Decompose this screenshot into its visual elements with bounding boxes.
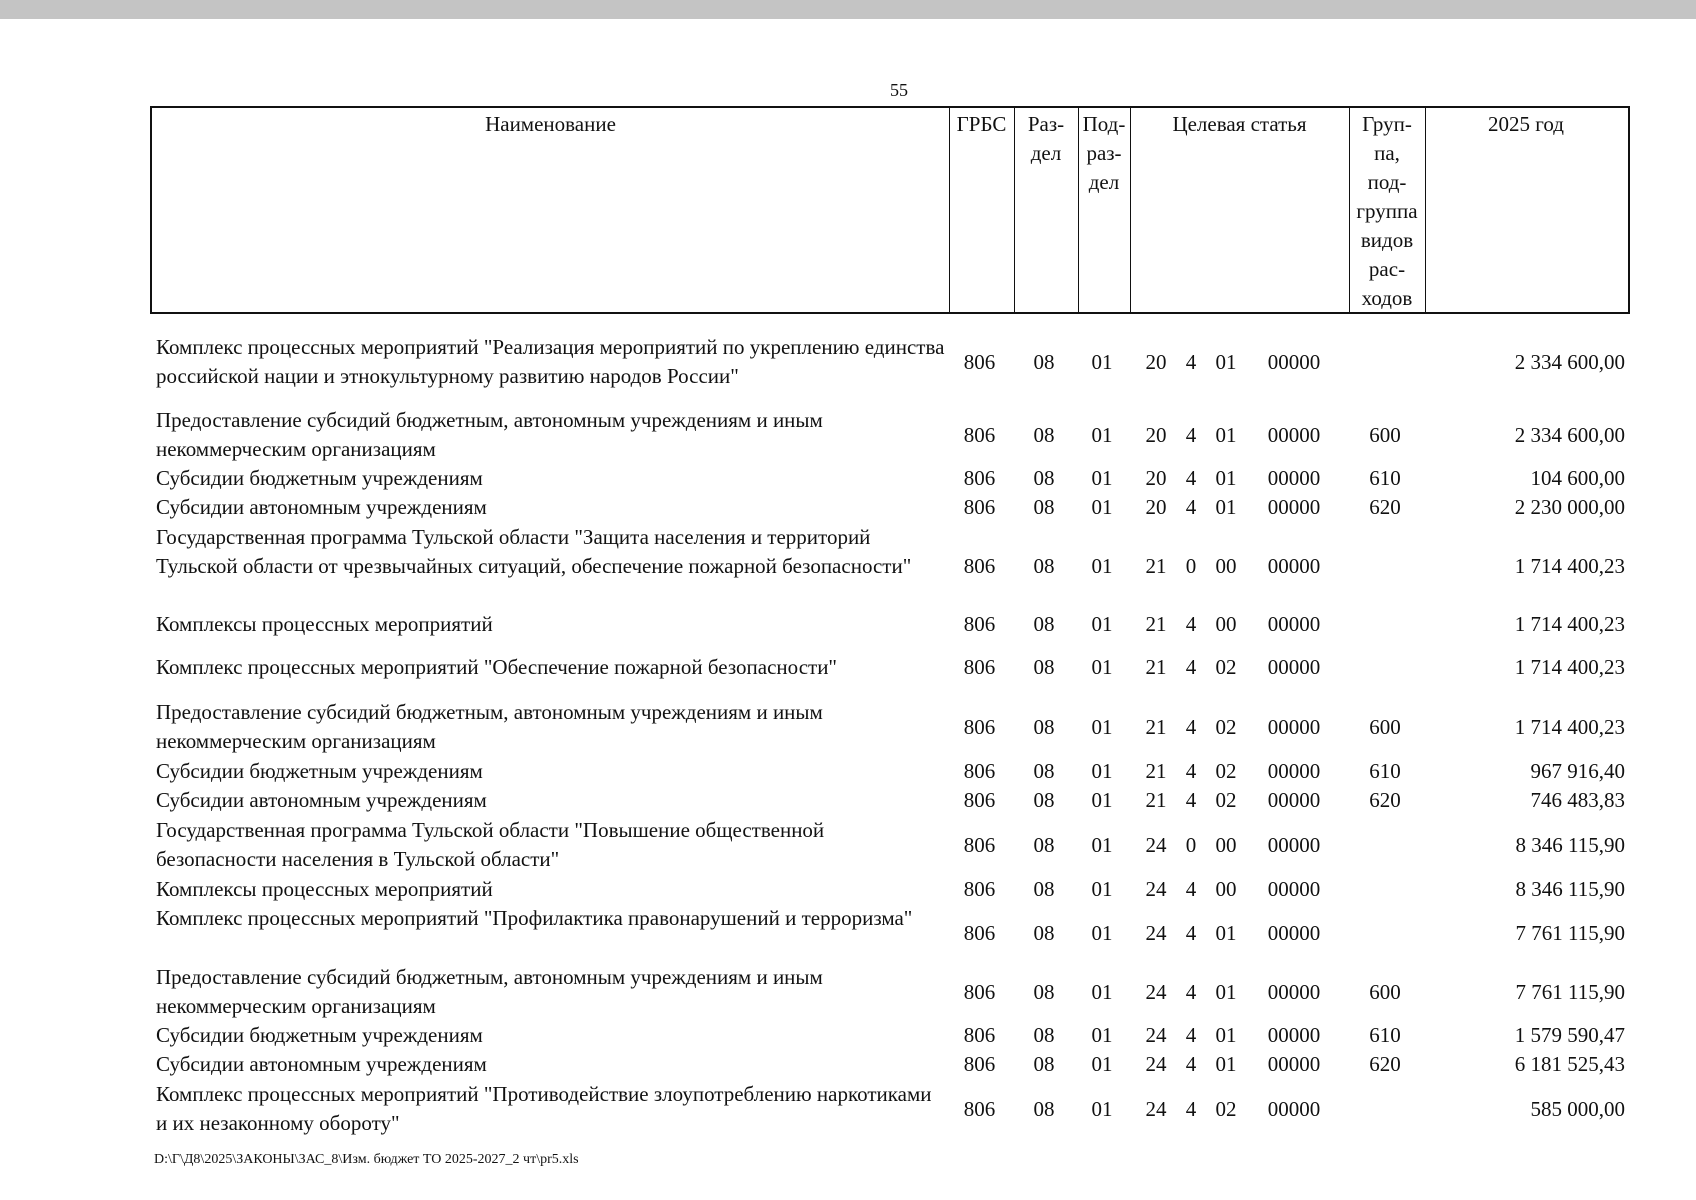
cell-grbs: 806 <box>963 788 996 812</box>
cell-grbs: 806 <box>963 495 996 519</box>
cell-razdel: 08 <box>1033 714 1055 739</box>
cell-grbs: 806 <box>963 714 996 739</box>
cell-target-direction: 00000 <box>1267 832 1321 857</box>
cell-podrazdel: 01 <box>1091 612 1113 636</box>
table-header <box>150 106 1630 314</box>
cell-target-program: 24 <box>1145 877 1167 901</box>
cell-grbs: 806 <box>963 979 996 1004</box>
table-row <box>150 464 1630 493</box>
cell-target-program: 20 <box>1145 349 1167 374</box>
cell-razdel: 08 <box>1033 349 1055 374</box>
cell-podrazdel: 01 <box>1091 554 1113 578</box>
cell-amount: 1 714 400,23 <box>1514 554 1625 578</box>
header-target-article: Целевая статья <box>1172 112 1307 136</box>
cell-target-program: 24 <box>1145 1023 1167 1047</box>
cell-grbs: 806 <box>963 612 996 636</box>
cell-razdel: 08 <box>1033 1023 1055 1047</box>
table-row <box>150 816 1630 874</box>
cell-target-type: 4 <box>1185 1023 1197 1047</box>
cell-podrazdel: 01 <box>1091 714 1113 739</box>
cell-podrazdel: 01 <box>1091 832 1113 857</box>
cell-target-direction: 00000 <box>1267 1052 1321 1076</box>
table-row <box>150 786 1630 815</box>
cell-podrazdel: 01 <box>1091 877 1113 901</box>
cell-name: Субсидии бюджетным учреждениям <box>156 466 483 490</box>
cell-podrazdel: 01 <box>1091 466 1113 490</box>
cell-target-direction: 00000 <box>1267 554 1321 578</box>
cell-target-complex: 02 <box>1215 714 1237 739</box>
cell-target-complex: 00 <box>1215 877 1237 901</box>
table-row <box>150 1021 1630 1050</box>
cell-target-complex: 01 <box>1215 1023 1237 1047</box>
cell-expense-type <box>1347 816 1423 874</box>
cell-target-program: 24 <box>1145 832 1167 857</box>
cell-razdel: 08 <box>1033 422 1055 447</box>
cell-name: Субсидии бюджетным учреждениям <box>156 1023 483 1047</box>
cell-target-complex: 00 <box>1215 612 1237 636</box>
cell-target-complex: 01 <box>1215 1052 1237 1076</box>
cell-target-program: 20 <box>1145 422 1167 447</box>
cell-grbs: 806 <box>963 1096 996 1121</box>
table-row <box>150 757 1630 786</box>
cell-target-direction: 00000 <box>1267 655 1321 679</box>
cell-razdel: 08 <box>1033 612 1055 636</box>
cell-expense-type: 600 <box>1369 422 1401 447</box>
cell-target-program: 21 <box>1145 759 1167 783</box>
cell-target-type: 4 <box>1185 612 1197 636</box>
cell-target-complex: 01 <box>1215 979 1237 1004</box>
cell-target-direction: 00000 <box>1267 612 1321 636</box>
cell-grbs: 806 <box>963 1052 996 1076</box>
cell-expense-type: 600 <box>1369 714 1401 739</box>
cell-expense-type: 620 <box>1369 495 1401 519</box>
cell-podrazdel: 01 <box>1091 349 1113 374</box>
table-row <box>150 493 1630 522</box>
cell-name: Субсидии автономным учреждениям <box>156 495 487 519</box>
cell-razdel: 08 <box>1033 877 1055 901</box>
cell-target-type: 4 <box>1185 1052 1197 1076</box>
cell-expense-type <box>1347 904 1423 962</box>
cell-target-complex: 01 <box>1215 422 1237 447</box>
header-podrazdel: Под- раз- дел <box>1082 112 1126 194</box>
cell-name: Государственная программа Тульской области "Защита населения и территорий Тульской области от чрезвычайных ситуаций, обеспечение пожарной безопасности" <box>156 525 912 578</box>
cell-razdel: 08 <box>1033 466 1055 490</box>
table-row <box>150 698 1630 756</box>
cell-target-type: 4 <box>1185 1096 1197 1121</box>
cell-podrazdel: 01 <box>1091 1096 1113 1121</box>
cell-expense-type: 620 <box>1369 788 1401 812</box>
cell-target-program: 24 <box>1145 1052 1167 1076</box>
cell-name: Комплекс процессных мероприятий "Обеспечение пожарной безопасности" <box>156 655 838 679</box>
cell-grbs: 806 <box>963 466 996 490</box>
cell-grbs: 806 <box>963 832 996 857</box>
cell-grbs: 806 <box>963 877 996 901</box>
cell-name: Предоставление субсидий бюджетным, автономным учреждениям и иным некоммерческим организациям <box>156 700 823 753</box>
cell-name: Комплексы процессных мероприятий <box>156 612 493 636</box>
cell-podrazdel: 01 <box>1091 788 1113 812</box>
cell-target-type: 4 <box>1185 466 1197 490</box>
cell-expense-type: 610 <box>1369 1023 1401 1047</box>
cell-target-complex: 01 <box>1215 920 1237 945</box>
cell-target-complex: 01 <box>1215 495 1237 519</box>
cell-expense-type <box>1347 875 1423 904</box>
cell-target-program: 24 <box>1145 920 1167 945</box>
cell-target-complex: 02 <box>1215 655 1237 679</box>
cell-target-direction: 00000 <box>1267 979 1321 1004</box>
table-row <box>150 1050 1630 1079</box>
cell-amount: 7 761 115,90 <box>1515 979 1625 1004</box>
cell-target-type: 4 <box>1185 759 1197 783</box>
cell-amount: 8 346 115,90 <box>1515 877 1625 901</box>
cell-name: Субсидии автономным учреждениям <box>156 1052 487 1076</box>
cell-podrazdel: 01 <box>1091 422 1113 447</box>
cell-expense-type: 620 <box>1369 1052 1401 1076</box>
cell-target-direction: 00000 <box>1267 349 1321 374</box>
cell-grbs: 806 <box>963 655 996 679</box>
cell-razdel: 08 <box>1033 1096 1055 1121</box>
cell-target-program: 20 <box>1145 466 1167 490</box>
cell-expense-type: 600 <box>1369 979 1401 1004</box>
cell-amount: 104 600,00 <box>1530 466 1625 490</box>
table-row <box>150 406 1630 464</box>
cell-target-direction: 00000 <box>1267 759 1321 783</box>
cell-name: Комплекс процессных мероприятий "Реализация мероприятий по укреплению единства российской нации и этнокультурному развитию народов России" <box>156 335 945 388</box>
cell-target-type: 4 <box>1185 979 1197 1004</box>
cell-podrazdel: 01 <box>1091 979 1113 1004</box>
cell-grbs: 806 <box>963 1023 996 1047</box>
cell-target-complex: 01 <box>1215 349 1237 374</box>
cell-target-type: 0 <box>1185 832 1197 857</box>
cell-razdel: 08 <box>1033 495 1055 519</box>
cell-name: Комплекс процессных мероприятий "Противодействие злоупотреблению наркотиками и их незаконному обороту" <box>156 1082 932 1135</box>
cell-razdel: 08 <box>1033 655 1055 679</box>
cell-podrazdel: 01 <box>1091 1023 1113 1047</box>
cell-target-complex: 00 <box>1215 554 1237 578</box>
cell-amount: 2 334 600,00 <box>1514 422 1625 447</box>
cell-amount: 7 761 115,90 <box>1515 920 1625 945</box>
scan-top-bar <box>0 0 1696 19</box>
cell-name: Государственная программа Тульской области "Повышение общественной безопасности населения в Тульской области" <box>156 818 825 871</box>
cell-target-direction: 00000 <box>1267 877 1321 901</box>
cell-expense-type: 610 <box>1369 759 1401 783</box>
cell-grbs: 806 <box>963 349 996 374</box>
cell-razdel: 08 <box>1033 788 1055 812</box>
cell-target-type: 4 <box>1185 920 1197 945</box>
table-row <box>150 653 1630 682</box>
table-row <box>150 523 1630 610</box>
table-row <box>150 333 1630 391</box>
cell-podrazdel: 01 <box>1091 655 1113 679</box>
cell-target-program: 21 <box>1145 612 1167 636</box>
cell-target-type: 4 <box>1185 349 1197 374</box>
cell-target-direction: 00000 <box>1267 466 1321 490</box>
cell-amount: 1 714 400,23 <box>1514 612 1625 636</box>
table-row <box>150 610 1630 639</box>
table-row <box>150 875 1630 904</box>
cell-name: Субсидии бюджетным учреждениям <box>156 759 483 783</box>
cell-podrazdel: 01 <box>1091 920 1113 945</box>
cell-target-complex: 02 <box>1215 788 1237 812</box>
cell-target-program: 24 <box>1145 979 1167 1004</box>
file-path-footer: D:\Г\Д8\2025\ЗАКОНЫ\ЗАС_8\Изм. бюджет ТО 2025-2027_2 чт\pr5.xls <box>154 1152 579 1167</box>
cell-target-complex: 02 <box>1215 1096 1237 1121</box>
page-number: 55 <box>890 80 908 100</box>
cell-target-direction: 00000 <box>1267 422 1321 447</box>
cell-name: Комплекс процессных мероприятий "Профилактика правонарушений и терроризма" <box>156 906 913 930</box>
cell-razdel: 08 <box>1033 979 1055 1004</box>
cell-amount: 8 346 115,90 <box>1515 832 1625 857</box>
cell-razdel: 08 <box>1033 920 1055 945</box>
cell-podrazdel: 01 <box>1091 759 1113 783</box>
cell-amount: 1 714 400,23 <box>1514 655 1625 679</box>
cell-grbs: 806 <box>963 422 996 447</box>
cell-razdel: 08 <box>1033 554 1055 578</box>
cell-target-program: 21 <box>1145 714 1167 739</box>
cell-name: Предоставление субсидий бюджетным, автономным учреждениям и иным некоммерческим организациям <box>156 965 823 1018</box>
cell-target-type: 4 <box>1185 655 1197 679</box>
cell-target-direction: 00000 <box>1267 1023 1321 1047</box>
cell-amount: 6 181 525,43 <box>1514 1052 1625 1076</box>
header-grbs: ГРБС <box>956 112 1007 136</box>
cell-grbs: 806 <box>963 759 996 783</box>
cell-grbs: 806 <box>963 554 996 578</box>
cell-target-complex: 00 <box>1215 832 1237 857</box>
cell-razdel: 08 <box>1033 832 1055 857</box>
cell-target-program: 21 <box>1145 788 1167 812</box>
cell-target-direction: 00000 <box>1267 1096 1321 1121</box>
table-row <box>150 963 1630 1021</box>
cell-amount: 967 916,40 <box>1530 759 1625 783</box>
cell-expense-type <box>1347 653 1423 682</box>
cell-target-program: 21 <box>1145 655 1167 679</box>
cell-amount: 746 483,83 <box>1530 788 1625 812</box>
cell-expense-type <box>1347 610 1423 639</box>
cell-expense-type: 610 <box>1369 466 1401 490</box>
header-razdel: Раз- дел <box>1027 112 1065 165</box>
cell-razdel: 08 <box>1033 759 1055 783</box>
header-expense-group: Груп- па, под- группа видов рас- ходов <box>1356 112 1418 310</box>
cell-target-direction: 00000 <box>1267 920 1321 945</box>
cell-podrazdel: 01 <box>1091 1052 1113 1076</box>
cell-target-program: 24 <box>1145 1096 1167 1121</box>
cell-amount: 1 579 590,47 <box>1514 1023 1625 1047</box>
cell-expense-type <box>1347 333 1423 391</box>
table-row <box>150 1080 1630 1138</box>
cell-name: Предоставление субсидий бюджетным, автономным учреждениям и иным некоммерческим организациям <box>156 408 823 461</box>
cell-amount: 1 714 400,23 <box>1514 714 1625 739</box>
cell-target-type: 4 <box>1185 422 1197 447</box>
table-row <box>150 904 1630 962</box>
cell-name: Комплексы процессных мероприятий <box>156 877 493 901</box>
cell-target-type: 4 <box>1185 788 1197 812</box>
cell-amount: 2 334 600,00 <box>1514 349 1625 374</box>
cell-target-complex: 01 <box>1215 466 1237 490</box>
header-name: Наименование <box>485 112 616 136</box>
cell-target-direction: 00000 <box>1267 714 1321 739</box>
cell-target-program: 21 <box>1145 554 1167 578</box>
cell-target-type: 4 <box>1185 495 1197 519</box>
cell-expense-type <box>1347 1080 1423 1138</box>
cell-target-direction: 00000 <box>1267 495 1321 519</box>
cell-target-complex: 02 <box>1215 759 1237 783</box>
cell-grbs: 806 <box>963 920 996 945</box>
cell-amount: 585 000,00 <box>1530 1096 1625 1121</box>
cell-expense-type <box>1347 523 1423 610</box>
cell-target-type: 4 <box>1185 877 1197 901</box>
cell-target-program: 20 <box>1145 495 1167 519</box>
cell-podrazdel: 01 <box>1091 495 1113 519</box>
cell-target-type: 0 <box>1185 554 1197 578</box>
cell-target-direction: 00000 <box>1267 788 1321 812</box>
cell-razdel: 08 <box>1033 1052 1055 1076</box>
header-year: 2025 год <box>1488 112 1564 136</box>
cell-amount: 2 230 000,00 <box>1514 495 1625 519</box>
cell-target-type: 4 <box>1185 714 1197 739</box>
cell-name: Субсидии автономным учреждениям <box>156 788 487 812</box>
